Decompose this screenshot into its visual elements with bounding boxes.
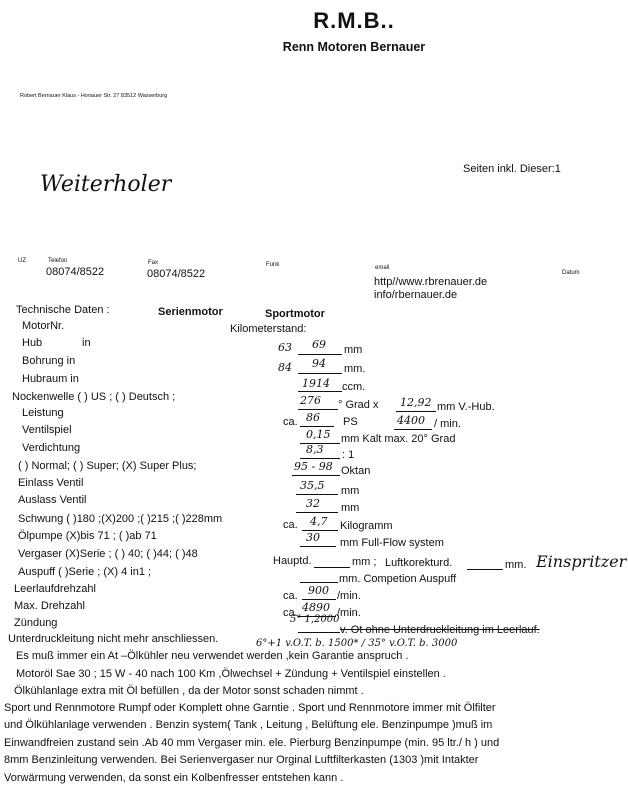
ventilspiel-label: Ventilspiel xyxy=(22,424,72,436)
hubraum-underline xyxy=(298,391,342,392)
ventilspiel-val: 0,15 xyxy=(306,428,331,441)
email-label: email xyxy=(375,265,390,271)
bohrung-mm: mm. xyxy=(344,363,366,375)
telefon-value: 08074/8522 xyxy=(46,266,105,278)
einlass-label: Einlass Ventil xyxy=(18,477,84,489)
maxdreh-val: 4890 xyxy=(302,601,330,614)
note-line-6: und Ölkühlanlage verwenden . Benzin system( Tank , Leitung , Belüftung ele. Benzinpumpe )muß im xyxy=(4,719,493,731)
leistung-rpm-underline xyxy=(394,429,432,430)
nocken-grad: 276 xyxy=(300,394,321,407)
zuendung-label: Zündung xyxy=(14,617,58,629)
leerlauf-val: 900 xyxy=(308,584,329,597)
oktan-underline xyxy=(292,475,340,476)
vergaser-luft-unit: mm. xyxy=(505,559,527,571)
bohrung-label: Bohrung in xyxy=(22,355,76,367)
schwung-val: 4,7 xyxy=(310,515,328,528)
einlass-mm: mm xyxy=(341,485,360,497)
note-line-1: Unterdruckleitung nicht mehr anschliessen. xyxy=(8,633,219,645)
bohrung-underline xyxy=(298,373,342,374)
kraftstoff-options: ( ) Normal; ( ) Super; (X) Super Plus; xyxy=(18,460,197,472)
oelpumpe-underline xyxy=(300,546,336,547)
leistung-rpm-label: / min. xyxy=(434,418,461,430)
hubraum-sport: 1914 xyxy=(302,377,330,390)
schwung-unit: Kilogramm xyxy=(340,520,393,532)
nocken-hub: 12,92 xyxy=(400,396,432,409)
auslass-label: Auslass Ventil xyxy=(18,494,87,506)
hub-sport: 69 xyxy=(312,338,326,351)
tech-heading: Technische Daten : xyxy=(16,304,110,316)
motornr-label: MotorNr. xyxy=(22,320,65,332)
company-title: R.M.B.. xyxy=(313,8,395,33)
verdichtung-val: 8,3 xyxy=(306,443,324,456)
oelpumpe-options: Ölpumpe (X)bis 71 ; ( )ab 71 xyxy=(18,530,157,542)
auspuff-unit: mm. Competion Auspuff xyxy=(339,573,457,585)
col-serienmotor: Serienmotor xyxy=(158,306,223,318)
nockenwelle-label: Nockenwelle ( ) US ; ( ) Deutsch ; xyxy=(12,391,176,403)
leistung-ca: ca. xyxy=(283,416,298,428)
hubraum-unit: ccm. xyxy=(342,381,366,393)
nocken-grad-label: ° Grad x xyxy=(338,399,379,411)
company-address: Robert Bernauer Klaus - Honauer Str. 27 83512 Wasserburg xyxy=(20,93,168,99)
schwung-ca: ca. xyxy=(283,519,298,531)
leistung-label: Leistung xyxy=(22,407,64,419)
auspuff-options: Auspuff ( )Serie ; (X) 4 in1 ; xyxy=(18,566,152,578)
einlass-underline xyxy=(296,494,338,495)
leerlauf-underline xyxy=(302,599,336,600)
vergaser-luft-underline xyxy=(467,569,503,570)
hubraum-label: Hubraum in xyxy=(22,373,79,385)
note-line-7: Einwandfreien zustand sein .Ab 40 mm Vergaser min. ele. Pierburg Benzinpumpe (min. 95 ltr./ h ) und xyxy=(4,737,500,749)
note-line-9: Vorwärmung verwenden, da sonst ein Kolbenfresser entstehen kann . xyxy=(4,772,344,784)
nocken-grad-underline xyxy=(298,409,338,410)
email-link[interactable]: info/rbernauer.de xyxy=(374,289,458,301)
hub-underline xyxy=(298,354,342,355)
vergaser-haupt-underline xyxy=(314,567,350,568)
company-subtitle: Renn Motoren Bernauer xyxy=(282,40,426,54)
auslass-mm: mm xyxy=(341,502,360,514)
note-line-8: 8mm Benzinleitung verwenden. Bei Serienvergaser nur Orginal Luftfilterkasten (1303 )mit Intakter xyxy=(4,754,479,766)
website-link[interactable]: http//www.rbrenauer.de xyxy=(374,276,488,288)
vergaser-luft-label: Luftkorekturd. xyxy=(385,557,453,569)
leerlauf-label: Leerlaufdrehzahl xyxy=(14,583,96,595)
leerlauf-unit: /min. xyxy=(337,590,361,602)
leistung-ps-label: PS xyxy=(343,416,358,428)
recipient-handwritten: Weiterholer xyxy=(40,172,172,197)
note-line-4: Ölkühlanlage extra mit Öl befüllen , da der Motor sonst schaden nimmt . xyxy=(14,685,364,697)
vergaser-handwritten: Einspritzer xyxy=(536,552,627,571)
auslass-val: 32 xyxy=(306,497,320,510)
leistung-ps-underline xyxy=(300,426,334,427)
verdichtung-label: Verdichtung xyxy=(22,442,81,454)
zuendung-underline xyxy=(298,632,340,633)
zuendung-struck-text: v. Ot ohne Unterdruckleitung im Leerlauf. xyxy=(340,624,540,636)
note-line-3: Motoröl Sae 30 ; 15 W - 40 nach 100 Km ,Ölwechsel + Zündung + Ventilspiel einstellen . xyxy=(16,668,446,680)
oktan-val: 95 - 98 xyxy=(294,460,333,473)
hub-serie: 63 xyxy=(278,341,292,354)
col-sportmotor: Sportmotor xyxy=(265,308,325,320)
vergaser-haupt-unit: mm ; xyxy=(352,556,377,568)
oelpumpe-unit: mm Full-Flow system xyxy=(340,537,444,549)
note-line-5: Sport und Rennmotore Rumpf oder Komplett ohne Garntie . Sport und Rennmotore immer mit Ölfilter xyxy=(4,702,496,714)
oktan-label: Oktan xyxy=(341,465,371,477)
zuendung-handwritten: 5° 1,2000 xyxy=(290,614,340,625)
fax-label: Fax xyxy=(148,260,159,266)
auspuff-underline xyxy=(300,582,338,583)
ventilspiel-unit: mm Kalt max. 20° Grad xyxy=(341,433,456,445)
nocken-hub-label: mm V.-Hub. xyxy=(437,401,495,413)
funk-label: Funk xyxy=(266,262,280,268)
verdichtung-unit: : 1 xyxy=(342,449,355,461)
page-count: Seiten inkl. Dieser:1 xyxy=(463,163,561,175)
uz-label: UZ xyxy=(18,258,26,264)
vergaser-haupt-label: Hauptd. xyxy=(273,555,312,567)
bohrung-sport: 94 xyxy=(312,357,326,370)
auslass-underline xyxy=(296,512,338,513)
leistung-ps: 86 xyxy=(306,411,320,424)
nocken-hub-underline xyxy=(396,411,436,412)
maxdreh-ca: ca. xyxy=(283,607,298,619)
hub-mm: mm xyxy=(344,344,363,356)
bohrung-serie: 84 xyxy=(278,361,292,374)
einlass-val: 35,5 xyxy=(300,479,325,492)
maxdreh-label: Max. Drehzahl xyxy=(14,600,85,612)
note-line-1-handwritten: 6°+1 v.O.T. b. 1500* / 35° v.O.T. b. 3000 xyxy=(256,638,458,649)
maxdreh-unit: /min. xyxy=(337,607,361,619)
fax-value: 08074/8522 xyxy=(147,268,206,280)
oelpumpe-val: 30 xyxy=(306,531,320,544)
verdichtung-underline xyxy=(300,458,340,459)
schwung-options: Schwung ( )180 ;(X)200 ;( )215 ;( )228mm xyxy=(18,513,223,525)
vergaser-options: Vergaser (X)Serie ; ( ) 40; ( )44; ( )48 xyxy=(18,548,198,560)
km-label: Kilometerstand: xyxy=(230,323,307,335)
note-line-2: Es muß immer ein At –Ölkühler neu verwendet werden ,kein Garantie anspruch . xyxy=(16,650,409,662)
leerlauf-ca: ca. xyxy=(283,590,298,602)
datum-label: Datum xyxy=(562,270,580,276)
leistung-rpm: 4400 xyxy=(397,414,425,427)
telefon-label: Telefon xyxy=(48,258,68,264)
hub-label: Hub xyxy=(22,337,43,349)
hub-unit: in xyxy=(82,337,91,349)
